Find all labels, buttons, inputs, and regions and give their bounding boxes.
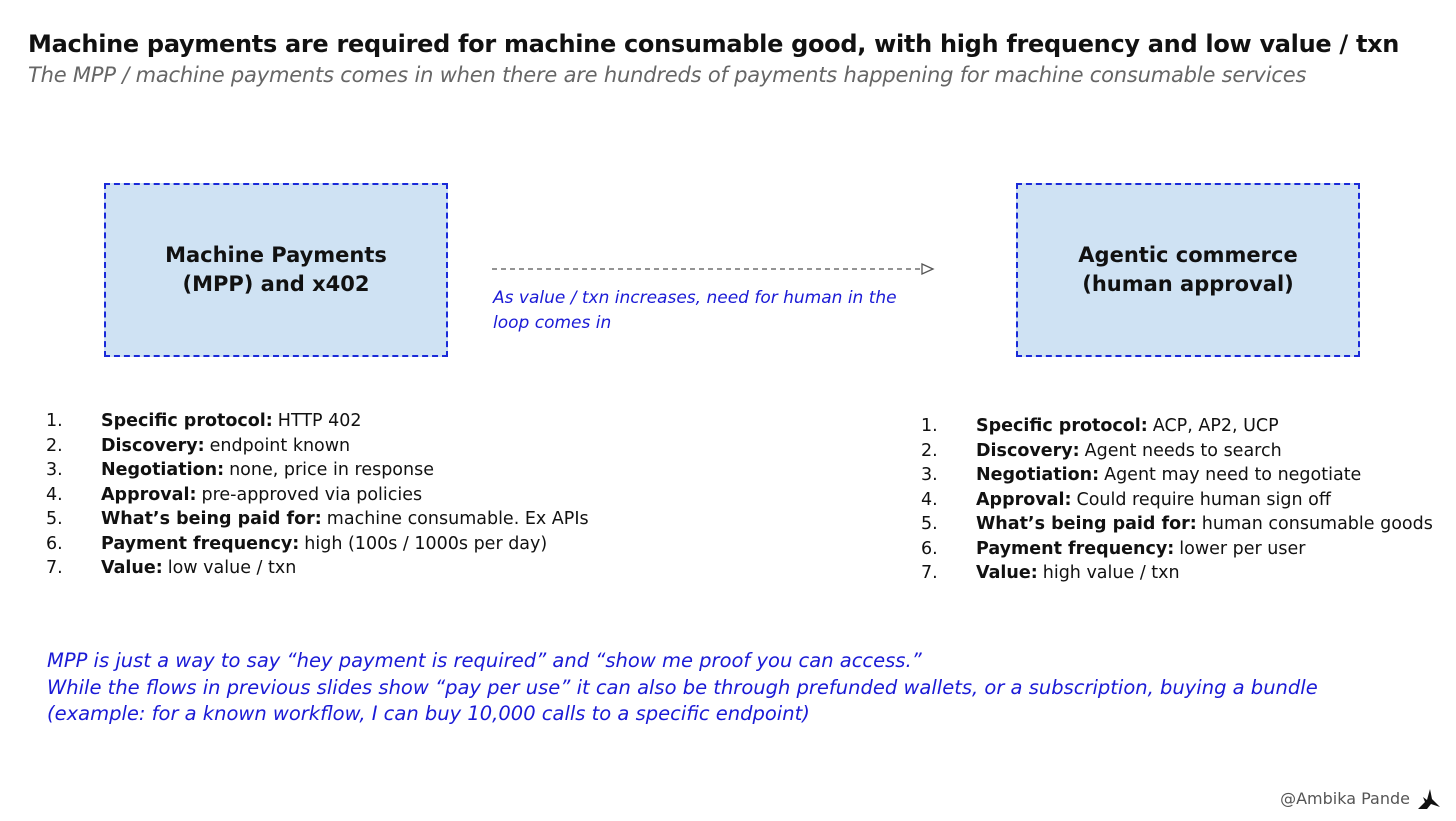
notes-line: While the flows in previous slides show “pay per use” it can also be through prefunded wallets, or a subscription, buying a bundle	[47, 675, 1318, 699]
criteria-item-number: 4.	[921, 489, 938, 510]
criteria-item	[46, 434, 589, 459]
criteria-item-number: 7.	[921, 563, 938, 583]
criteria-item-value: Agent may need to negotiate	[1104, 465, 1362, 485]
criteria-item	[921, 488, 1433, 513]
notes-line: MPP is just a way to say “hey payment is required” and “show me proof you can access.”	[47, 649, 922, 672]
criteria-item	[921, 537, 1433, 562]
criteria-item-key: Specific protocol:	[976, 416, 1148, 436]
criteria-item-number: 2.	[46, 435, 63, 456]
criteria-item-key: What’s being paid for:	[101, 509, 322, 529]
machine-payments-box-label: Machine Payments (MPP) and x402	[165, 243, 387, 296]
criteria-item-number: 3.	[921, 465, 938, 485]
criteria-item-key: Value:	[976, 563, 1038, 583]
criteria-item-value: none, price in response	[229, 460, 434, 480]
author-credit	[1280, 785, 1442, 811]
criteria-item	[921, 439, 1433, 464]
criteria-item-number: 1.	[46, 411, 63, 431]
agentic-commerce-criteria-list	[921, 414, 1433, 586]
criteria-item-number: 6.	[921, 538, 938, 559]
criteria-item-value: Agent needs to search	[1084, 440, 1282, 461]
criteria-item-key: Specific protocol:	[101, 411, 273, 431]
criteria-item-number: 1.	[921, 416, 938, 436]
criteria-item-key: Negotiation:	[101, 460, 225, 480]
criteria-item-key: Approval:	[101, 484, 197, 505]
criteria-item-key: Approval:	[976, 489, 1072, 510]
criteria-item-key: Discovery:	[976, 440, 1080, 461]
slide-subtitle: The MPP / machine payments comes in when there are hundreds of payments happening for machine consumable services	[28, 63, 1307, 87]
slide-title: Machine payments are required for machine consumable good, with high frequency and low value / txn	[28, 30, 1400, 58]
criteria-item-number: 5.	[921, 514, 938, 534]
criteria-item-value: Could require human sign off	[1076, 489, 1331, 510]
criteria-item-value: low value / txn	[167, 558, 297, 578]
criteria-item-value: pre-approved via policies	[201, 484, 423, 505]
criteria-item-key: Payment frequency:	[101, 533, 300, 554]
criteria-item	[921, 561, 1433, 586]
criteria-item-number: 5.	[46, 509, 63, 529]
bird-logo-icon	[1416, 785, 1442, 811]
criteria-item	[46, 458, 589, 483]
criteria-item-number: 4.	[46, 484, 63, 505]
criteria-item-key: Negotiation:	[976, 465, 1100, 485]
author-credit-text: @Ambika Pande	[1280, 788, 1410, 808]
criteria-item-key: Value:	[101, 558, 163, 578]
criteria-item-value: high (100s / 1000s per day)	[304, 533, 548, 554]
criteria-item-number: 6.	[46, 533, 63, 554]
criteria-item-value: human consumable goods	[1201, 514, 1433, 534]
criteria-item-value: HTTP 402	[277, 411, 362, 431]
criteria-item-value: ACP, AP2, UCP	[1152, 416, 1279, 436]
criteria-item	[921, 463, 1433, 488]
criteria-item-key: What’s being paid for:	[976, 514, 1197, 534]
criteria-item-value: endpoint known	[209, 435, 351, 456]
agentic-commerce-box-label: Agentic commerce (human approval)	[1078, 243, 1298, 296]
criteria-item	[46, 507, 589, 532]
criteria-item-value: high value / txn	[1042, 563, 1180, 583]
criteria-item	[921, 414, 1433, 439]
criteria-item-value: lower per user	[1179, 538, 1306, 559]
criteria-item	[46, 409, 589, 434]
criteria-item-key: Payment frequency:	[976, 538, 1175, 559]
machine-payments-criteria-list	[46, 409, 589, 581]
notes-block	[47, 648, 1318, 728]
criteria-item	[46, 532, 589, 557]
criteria-item	[921, 512, 1433, 537]
criteria-item-value: machine consumable. Ex APIs	[326, 509, 589, 529]
criteria-item-key: Discovery:	[101, 435, 205, 456]
criteria-item-number: 2.	[921, 440, 938, 461]
agentic-commerce-box	[1016, 183, 1360, 357]
criteria-item-number: 3.	[46, 460, 63, 480]
arrow-caption: As value / txn increases, need for human in the loop comes in	[493, 288, 897, 333]
criteria-item	[46, 556, 589, 581]
machine-payments-box	[104, 183, 448, 357]
notes-line: (example: for a known workflow, I can buy 10,000 calls to a specific endpoint)	[47, 702, 810, 725]
criteria-item	[46, 483, 589, 508]
criteria-item-number: 7.	[46, 558, 63, 578]
dashed-arrow-icon	[492, 260, 936, 278]
